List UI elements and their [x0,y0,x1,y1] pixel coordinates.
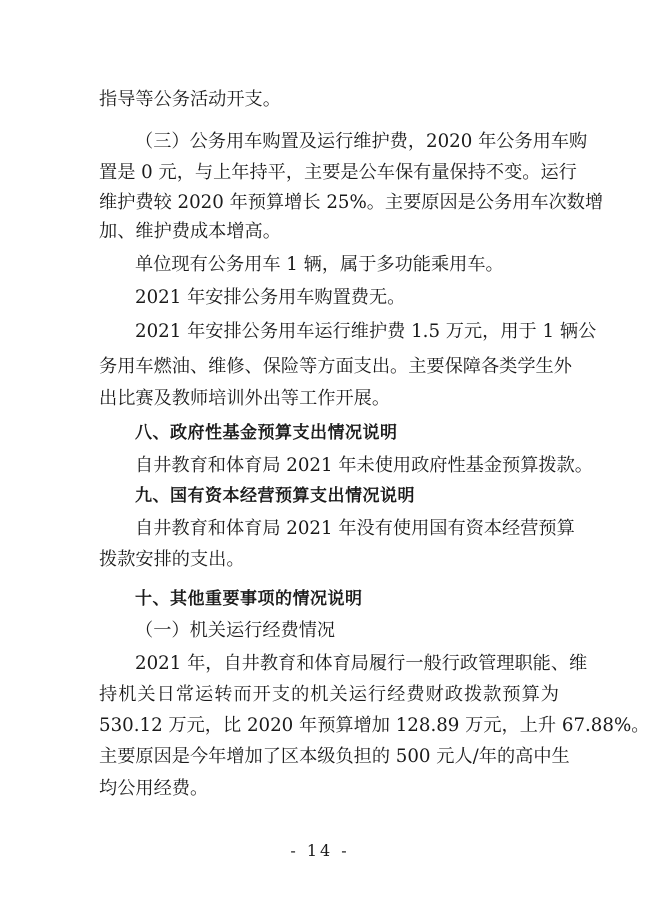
paragraph-line: 维护费较 2020 年预算增长 25%。主要原因是公务用车次数增 [99,192,604,213]
section-heading: 八、政府性基金预算支出情况说明 [135,423,398,443]
paragraph-line: 均公用经费。 [99,778,209,799]
paragraph-line: 指导等公务活动开支。 [99,89,281,110]
paragraph-line: 单位现有公务用车 1 辆，属于多功能乘用车。 [135,254,504,275]
paragraph-line: 置是 0 元，与上年持平，主要是公车保有量保持不变。运行 [99,162,577,183]
page-number: - 14 - [290,841,350,860]
paragraph-line: 持机关日常运转而开支的机关运行经费财政拨款预算为 [99,684,559,705]
paragraph-line: 自井教育和体育局 2021 年未使用政府性基金预算拨款。 [135,455,593,476]
paragraph-line: 出比赛及教师培训外出等工作开展。 [99,388,391,409]
paragraph-line: 530.12 万元，比 2020 年预算增加 128.89 万元，上升 67.88%。 [99,715,649,736]
section-heading: 九、国有资本经营预算支出情况说明 [135,486,415,506]
paragraph-line: 自井教育和体育局 2021 年没有使用国有资本经营预算 [135,518,575,539]
section-heading: 十、其他重要事项的情况说明 [135,589,363,609]
paragraph-line: 2021 年，自井教育和体育局履行一般行政管理职能、维 [135,653,588,674]
paragraph-line: 拨款安排的支出。 [99,549,245,570]
paragraph-line: 2021 年安排公务用车购置费无。 [135,287,406,308]
paragraph-line: （三）公务用车购置及运行维护费，2020 年公务用车购 [135,131,588,152]
paragraph-line: 加、维护费成本增高。 [99,221,281,242]
paragraph-line: 主要原因是今年增加了区本级负担的 500 元人/年的高中生 [99,746,570,767]
paragraph-line: 务用车燃油、维修、保险等方面支出。主要保障各类学生外 [99,356,572,377]
paragraph-line: 2021 年安排公务用车运行维护费 1.5 万元，用于 1 辆公 [135,321,597,342]
paragraph-line: （一）机关运行经费情况 [135,620,336,641]
